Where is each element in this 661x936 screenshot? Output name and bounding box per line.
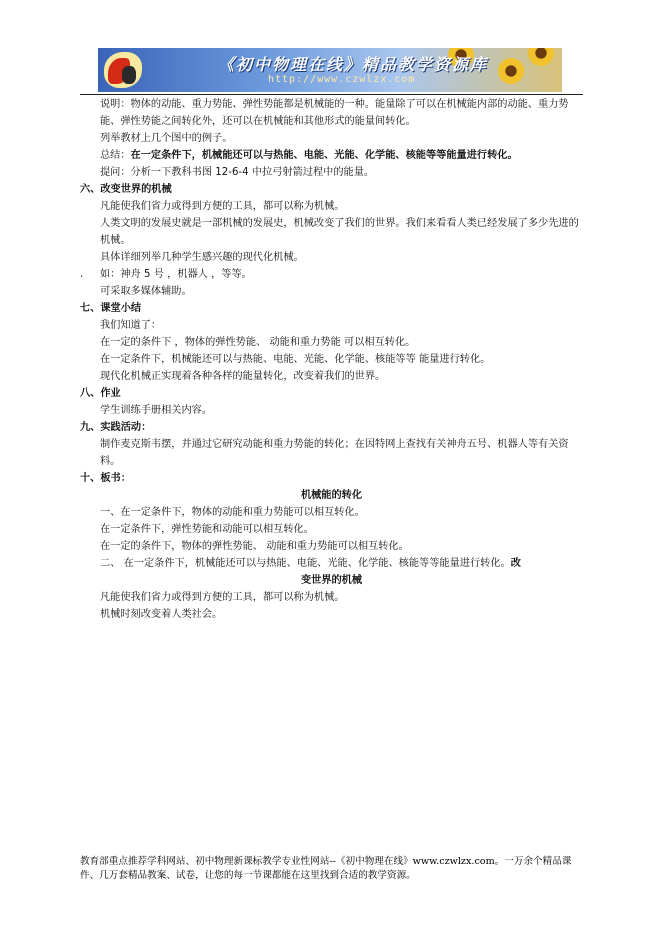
board-line: 一、在一定条件下，物体的动能和重力势能可以相互转化。 <box>100 507 365 518</box>
summary-line <box>80 147 583 164</box>
paragraph: 列举教材上几个图中的例子。 <box>100 133 233 144</box>
summary-text: 在一定条件下，机械能还可以与热能、电能、光能、化学能、核能等等能量进行转化。 <box>130 150 518 161</box>
board-line: 机械时刻改变着人类社会。 <box>100 609 223 620</box>
paragraph: 制作麦克斯韦摆，并通过它研究动能和重力势能的转化；在因特网上查找有关神舟五号、机器人等有关资料。 <box>100 439 569 467</box>
paragraph: 我们知道了： <box>100 320 162 331</box>
paragraph: 提问：分析一下教科书图 12-6-4 中拉弓射箭过程中的能量。 <box>100 167 375 178</box>
board-line-text: 二、 在一定条件下，机械能还可以与热能、电能、光能、化学能、核能等等能量进行转化。 <box>100 558 511 569</box>
board-line: 在一定的条件下，物体的弹性势能、 动能和重力势能可以相互转化。 <box>100 541 409 552</box>
footer-line: 件、几万套精品教案、试卷，让您的每一节课都能在这里找到合适的教学资源。 <box>80 870 416 881</box>
paragraph: 凡能使我们省力或得到方便的工具，都可以称为机械。 <box>100 201 345 212</box>
example-line <box>80 266 583 283</box>
sunflower-icon <box>498 58 524 84</box>
summary-label: 总结： <box>100 150 131 161</box>
page-footer <box>80 855 583 883</box>
paragraph: 现代化机械正实现着各种各样的能量转化，改变着我们的世界。 <box>100 371 386 382</box>
board-line <box>80 555 583 572</box>
footer-line: 教育部重点推荐学科网站、初中物理新课标教学专业性网站--《初中物理在线》www.czwlzx.com。一万余个精品课 <box>80 856 572 867</box>
paragraph: 在一定条件下，机械能还可以与热能、电能、光能、化学能、核能等等 能量进行转化。 <box>100 354 491 365</box>
document-body <box>80 96 583 623</box>
board-subtitle: 变世界的机械 <box>300 575 363 586</box>
banner-url[interactable]: http://www.czwlzx.com <box>268 74 416 85</box>
section-heading: 九、实践活动： <box>80 422 152 433</box>
board-line-tail: 改 <box>510 558 521 569</box>
header-rule <box>80 94 583 95</box>
header-banner <box>98 48 562 92</box>
paragraph: 在一定的条件下 ，物体的弹性势能、 动能和重力势能 可以相互转化。 <box>100 337 416 348</box>
section-heading: 六、改变世界的机械 <box>80 184 172 195</box>
section-heading: 七、课堂小结 <box>80 303 142 314</box>
logo-dark-shape <box>122 66 136 84</box>
section-heading: 十、板书： <box>80 473 131 484</box>
example-text: 如：神舟 5 号 ，机器人 ，等等。 <box>100 269 252 280</box>
sunflower-icon <box>528 48 554 66</box>
bullet-mark: . <box>80 269 84 280</box>
paragraph: 可采取多媒体辅助。 <box>100 286 192 297</box>
paragraph: 说明：物体的动能、重力势能、弹性势能都是机械能的一种。能量除了可以在机械能内部的动能、重力势能、弹性势能之间转化外，还可以在机械能和其他形式的能量间转化。 <box>100 99 569 127</box>
paragraph: 具体详细列举几种学生感兴趣的现代化机械。 <box>100 252 304 263</box>
board-title: 机械能的转化 <box>300 490 363 501</box>
paragraph: 人类文明的发展史就是一部机械的发展史，机械改变了我们的世界。我们来看看人类已经发展了多少先进的机械。 <box>100 218 579 246</box>
section-heading: 八、作业 <box>80 388 121 399</box>
board-line: 凡能使我们省力或得到方便的工具，都可以称为机械。 <box>100 592 345 603</box>
paragraph: 学生训练手册相关内容。 <box>100 405 213 416</box>
board-line: 在一定条件下，弹性势能和动能可以相互转化。 <box>100 524 314 535</box>
banner-title: 《初中物理在线》精品教学资源库 <box>218 55 489 74</box>
